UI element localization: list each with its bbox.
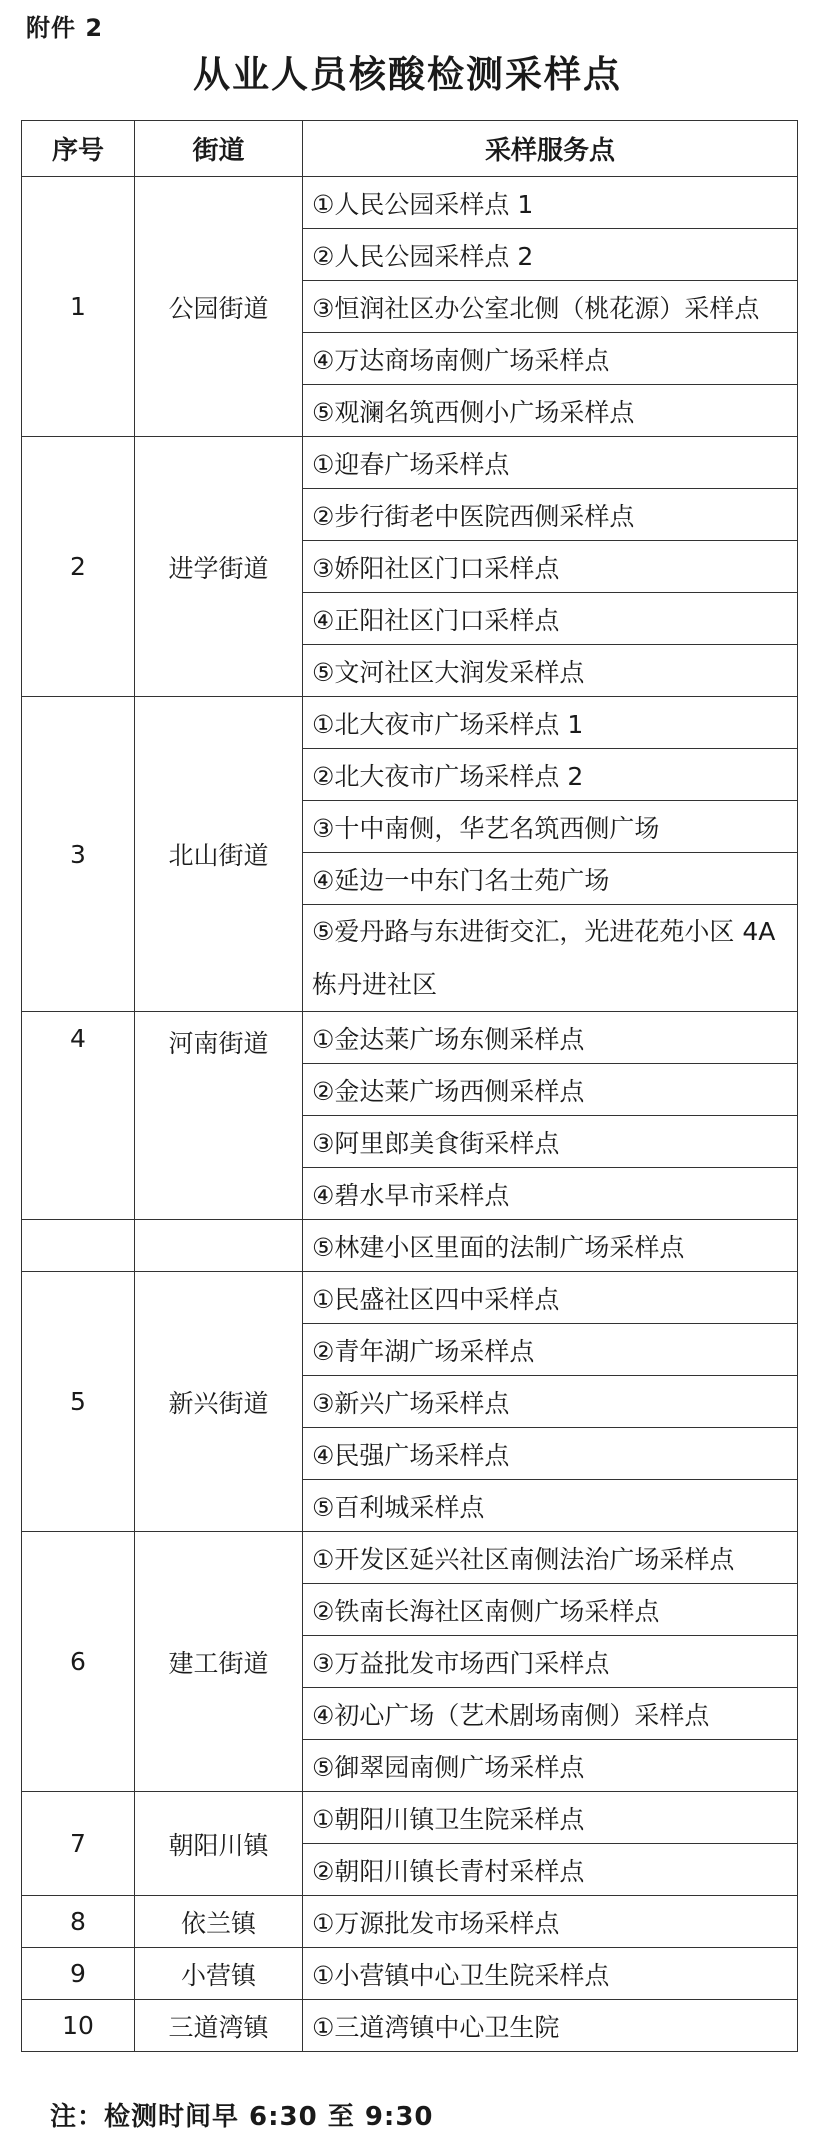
row-street: 建工街道 (135, 1532, 303, 1792)
row-site: ②朝阳川镇长青村采样点 (303, 1844, 798, 1896)
row-num: 8 (22, 1896, 135, 1948)
row-site: ①人民公园采样点 1 (303, 177, 798, 229)
row-site: ③恒润社区办公室北侧（桃花源）采样点 (303, 281, 798, 333)
row-site: ⑤观澜名筑西侧小广场采样点 (303, 385, 798, 437)
table-header-row (22, 121, 798, 177)
row-site: ①民盛社区四中采样点 (303, 1272, 798, 1324)
table-row (22, 1896, 798, 1948)
row-site: ②铁南长海社区南侧广场采样点 (303, 1584, 798, 1636)
header-street: 街道 (135, 121, 303, 177)
row-street: 依兰镇 (135, 1896, 303, 1948)
row-num: 2 (22, 437, 135, 697)
table-row (22, 1792, 798, 1844)
row-num: 10 (22, 2000, 135, 2052)
table-row (22, 177, 798, 229)
row-site: ②人民公园采样点 2 (303, 229, 798, 281)
row-site: ①迎春广场采样点 (303, 437, 798, 489)
page-title: 从业人员核酸检测采样点 (193, 53, 622, 96)
attachment-label: 附件 2 (26, 14, 104, 42)
row-site: ①三道湾镇中心卫生院 (303, 2000, 798, 2052)
testing-time-note: 注：检测时间早 6:30 至 9:30 (50, 2102, 434, 2132)
row-site: ①万源批发市场采样点 (303, 1896, 798, 1948)
row-site: ②青年湖广场采样点 (303, 1324, 798, 1376)
header-site: 采样服务点 (303, 121, 798, 177)
row-site: ④延边一中东门名士苑广场 (303, 853, 798, 905)
row-site: ①小营镇中心卫生院采样点 (303, 1948, 798, 2000)
row-num: 6 (22, 1532, 135, 1792)
row-site: ③娇阳社区门口采样点 (303, 541, 798, 593)
table-row (22, 1272, 798, 1324)
row-site: ④民强广场采样点 (303, 1428, 798, 1480)
row-num: 7 (22, 1792, 135, 1896)
row-street: 北山街道 (135, 697, 303, 1012)
row-site: ⑤御翠园南侧广场采样点 (303, 1740, 798, 1792)
row-site: ④正阳社区门口采样点 (303, 593, 798, 645)
row-site: ③十中南侧，华艺名筑西侧广场 (303, 801, 798, 853)
row-site: ④碧水早市采样点 (303, 1168, 798, 1220)
row-site: ④万达商场南侧广场采样点 (303, 333, 798, 385)
row-site: ②金达莱广场西侧采样点 (303, 1064, 798, 1116)
row-site: ②北大夜市广场采样点 2 (303, 749, 798, 801)
row-site: ①金达莱广场东侧采样点 (303, 1012, 798, 1064)
row-street: 小营镇 (135, 1948, 303, 2000)
row-num: 5 (22, 1272, 135, 1532)
row-site: ⑤文河社区大润发采样点 (303, 645, 798, 697)
row-num: 9 (22, 1948, 135, 2000)
row-street: 新兴街道 (135, 1272, 303, 1532)
row-num: 3 (22, 697, 135, 1012)
table-row (22, 1948, 798, 2000)
row-street: 河南街道 (135, 1012, 303, 1220)
row-site: ③万益批发市场西门采样点 (303, 1636, 798, 1688)
table-row (22, 2000, 798, 2052)
row-site: ①开发区延兴社区南侧法治广场采样点 (303, 1532, 798, 1584)
row-site: ⑤爱丹路与东进街交汇，光进花苑小区 4A 栋丹进社区 (303, 905, 798, 1012)
row-site: ①朝阳川镇卫生院采样点 (303, 1792, 798, 1844)
row-street: 公园街道 (135, 177, 303, 437)
row-site: ②步行街老中医院西侧采样点 (303, 489, 798, 541)
row-street: 朝阳川镇 (135, 1792, 303, 1896)
row-street: 三道湾镇 (135, 2000, 303, 2052)
table-row (22, 1532, 798, 1584)
row-site: ③阿里郎美食街采样点 (303, 1116, 798, 1168)
table-row (22, 1220, 798, 1272)
row-num: 4 (22, 1012, 135, 1220)
header-num: 序号 (22, 121, 135, 177)
sampling-sites-table (21, 120, 798, 2052)
row-street (135, 1220, 303, 1272)
table-row (22, 1012, 798, 1064)
row-num: 1 (22, 177, 135, 437)
row-site: ⑤百利城采样点 (303, 1480, 798, 1532)
table-row (22, 697, 798, 749)
row-site: ①北大夜市广场采样点 1 (303, 697, 798, 749)
row-site: ⑤林建小区里面的法制广场采样点 (303, 1220, 798, 1272)
row-street: 进学街道 (135, 437, 303, 697)
row-site: ③新兴广场采样点 (303, 1376, 798, 1428)
table-row (22, 437, 798, 489)
row-num (22, 1220, 135, 1272)
row-site: ④初心广场（艺术剧场南侧）采样点 (303, 1688, 798, 1740)
